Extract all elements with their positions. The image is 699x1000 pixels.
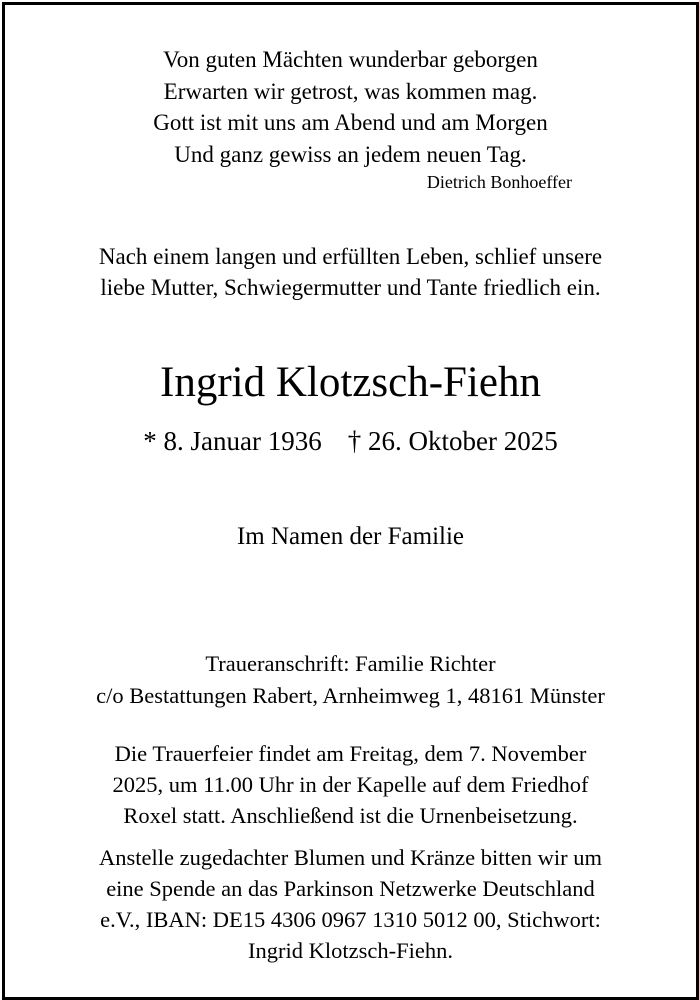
funeral-line: 2025, um 11.00 Uhr in der Kapelle auf dem Friedhof [112, 772, 589, 797]
family-signature: Im Namen der Familie [236, 523, 464, 550]
mourning-address [5, 648, 696, 712]
intro-line: liebe Mutter, Schwiegermutter und Tante friedlich ein. [100, 275, 601, 300]
address-line: c/o Bestattungen Rabert, Arnheimweg 1, 48161 Münster [96, 683, 605, 708]
poem-author: Dietrich Bonhoeffer [426, 172, 572, 192]
poem [5, 44, 696, 170]
intro-line: Nach einem langen und erfüllten Leben, schlief unsere [98, 244, 603, 269]
poem-line: Gott ist mit uns am Abend und am Morgen [153, 110, 548, 135]
donation-notice [5, 842, 696, 966]
birth-date: * 8. Januar 1936 [143, 426, 322, 456]
donation-line: e.V., IBAN: DE15 4306 0967 1310 5012 00, Stichwort: [100, 907, 601, 932]
funeral-line: Roxel statt. Anschließend ist die Urnenbeisetzung. [123, 803, 578, 828]
obituary-notice [2, 2, 699, 1000]
donation-line: Anstelle zugedachter Blumen und Kränze bitten wir um [99, 845, 602, 870]
poem-line: Erwarten wir getrost, was kommen mag. [163, 78, 538, 104]
poem-line: Und ganz gewiss an jedem neuen Tag. [174, 141, 527, 167]
deceased-name: Ingrid Klotzsch-Fiehn [160, 359, 541, 406]
funeral-line: Die Trauerfeier findet am Freitag, dem 7. November [114, 741, 587, 766]
intro-text [5, 241, 696, 303]
life-dates [5, 426, 696, 457]
address-line: Traueranschrift: Familie Richter [205, 651, 496, 676]
donation-line: eine Spende an das Parkinson Netzwerke Deutschland [106, 876, 595, 901]
donation-line: Ingrid Klotzsch-Fiehn. [248, 938, 453, 963]
poem-line: Von guten Mächten wunderbar geborgen [163, 47, 538, 72]
funeral-notice [5, 738, 696, 831]
death-date: † 26. Oktober 2025 [347, 426, 558, 456]
